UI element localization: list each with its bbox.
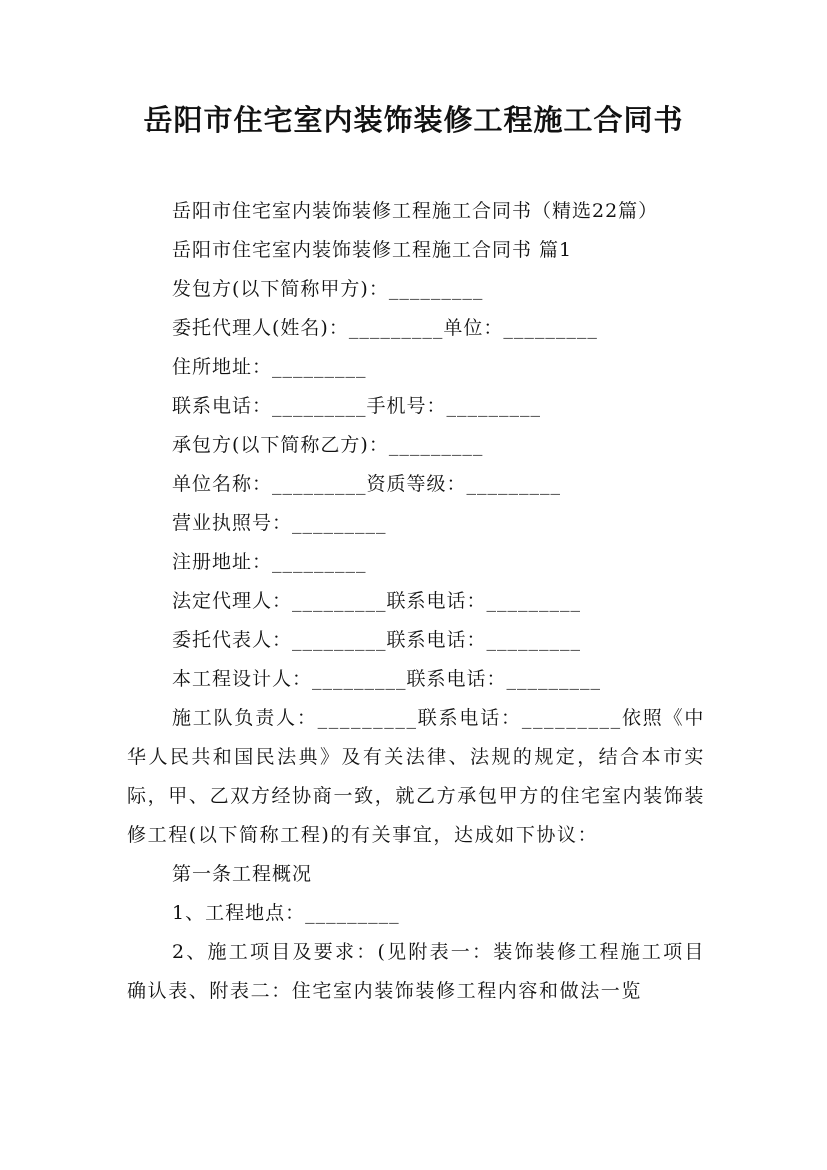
license-line: 营业执照号：_________ [172, 512, 387, 534]
legal-representative-line: 法定代理人：_________联系电话：_________ [172, 590, 582, 612]
address-line: 住所地址：_________ [172, 356, 367, 378]
registered-address-line: 注册地址：_________ [172, 551, 367, 573]
designer-line: 本工程设计人：_________联系电话：_________ [172, 668, 602, 690]
main-paragraph: 施工队负责人：_________联系电话：_________依照《中华人民共和国民法典》及有关法律、法规的规定，结合本市实际，甲、乙双方经协商一致，就乙方承包甲方的住宅室内装饰装修工程(以下简称工程)的有关事宜，达成如下协议： [127, 707, 705, 846]
agent-line: 委托代理人(姓名)：_________单位：_________ [172, 317, 598, 339]
party-a-line: 发包方(以下简称甲方)：_________ [172, 278, 484, 300]
authorized-representative-line: 委托代表人：_________联系电话：_________ [172, 629, 582, 651]
phone-line: 联系电话：_________手机号：_________ [172, 395, 542, 417]
document-body [127, 192, 705, 1011]
subtitle-article: 岳阳市住宅室内装饰装修工程施工合同书 篇1 [172, 239, 573, 261]
document-title: 岳阳市住宅室内装饰装修工程施工合同书 [143, 103, 684, 137]
section-heading: 第一条工程概况 [172, 863, 313, 885]
subtitle-collection: 岳阳市住宅室内装饰装修工程施工合同书（精选22篇） [172, 200, 659, 222]
company-line: 单位名称：_________资质等级：_________ [172, 473, 562, 495]
item-2: 2、施工项目及要求：(见附表一：装饰装修工程施工项目确认表、附表二：住宅室内装饰装修工程内容和做法一览 [127, 941, 705, 1002]
item-1: 1、工程地点：_________ [172, 902, 400, 924]
party-b-line: 承包方(以下简称乙方)：_________ [172, 434, 484, 456]
